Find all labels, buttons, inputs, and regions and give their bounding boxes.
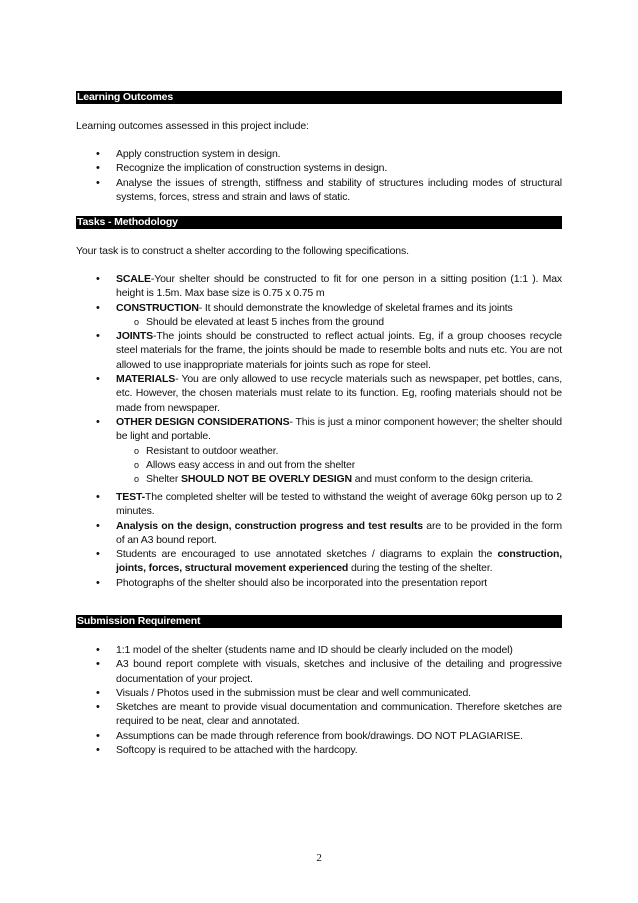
analysis-text: are to be provided in the form of an A3 bound report. bbox=[116, 519, 562, 546]
joints-text: -The joints should be constructed to reflect actual joints. Eg, if a group chooses recycle steel materials for the frame, the joints should be made to resemble bolts and nuts etc. You are not allowed to use inappropriate materials for joints such as rope for steel. bbox=[116, 330, 562, 371]
scale-label: SCALE bbox=[116, 273, 151, 285]
submission-heading-bar bbox=[76, 615, 562, 628]
test-label: TEST- bbox=[116, 491, 146, 503]
sub-item-text: and must conform to the design criteria. bbox=[351, 473, 534, 486]
construction-text: - It should demonstrate the knowledge of skeletal frames and its joints bbox=[198, 301, 513, 314]
list-item-test bbox=[76, 490, 562, 519]
page-number: 2 bbox=[316, 852, 322, 864]
learning-outcomes-heading: Learning Outcomes bbox=[76, 91, 562, 104]
students-pre: Students are encouraged to use annotated sketches / diagrams to explain the bbox=[116, 548, 498, 561]
list-item: • Softcopy is required to be attached with the hardcopy. bbox=[76, 743, 562, 757]
students-bold: construction, joints, forces, structural movement experienced bbox=[116, 548, 562, 575]
sub-item-bold: SHOULD NOT BE OVERLY DESIGN bbox=[181, 473, 352, 486]
tasks-report-list bbox=[76, 490, 562, 590]
analysis-bold: Analysis on the design, construction progress and test results bbox=[116, 519, 423, 532]
other-text: - This is just a minor component however; the shelter should be light and portable. bbox=[116, 415, 562, 443]
learning-outcomes-intro: Learning outcomes assessed in this project include: bbox=[76, 120, 309, 132]
list-item-analysis bbox=[76, 519, 562, 548]
list-item: • Assumptions can be made through reference from book/drawings. DO NOT PLAGIARISE. bbox=[76, 729, 562, 743]
learning-outcomes-list bbox=[76, 147, 562, 204]
sub-item: o Resistant to outdoor weather. bbox=[76, 444, 562, 458]
list-item: • Sketches are meant to provide visual documentation and communication. Therefore sketches are required to be neat, clear and annotated. bbox=[76, 700, 562, 729]
other-label: OTHER DESIGN CONSIDERATIONS bbox=[116, 415, 290, 428]
students-post: during the testing of the shelter. bbox=[348, 562, 493, 575]
list-item: • 1:1 model of the shelter (students name and ID should be clearly included on the model) bbox=[76, 643, 562, 657]
submission-list bbox=[76, 643, 562, 757]
list-item-construction bbox=[76, 301, 562, 315]
list-item-joints bbox=[76, 329, 562, 372]
list-item: • A3 bound report complete with visuals, sketches and inclusive of the detailing and progressive documentation of your project. bbox=[76, 657, 562, 686]
joints-label: JOINTS bbox=[116, 330, 154, 343]
tasks-spec-list bbox=[76, 272, 562, 486]
list-item-other bbox=[76, 415, 562, 444]
tasks-intro: Your task is to construct a shelter according to the following specifications. bbox=[76, 245, 409, 257]
materials-text: - You are only allowed to use recycle materials such as newspaper, pet bottles, cans, etc. However, the chosen materials must relate to its function. Eg, roofing materials should not be made from newspaper. bbox=[116, 373, 562, 414]
scale-text: -Your shelter should be constructed to fit for one person in a sitting position (1:1 ). Max height is 1.5m. Max base size is 0.75 x 0.75 m bbox=[116, 273, 562, 300]
materials-label: MATERIALS bbox=[116, 373, 176, 386]
submission-heading: Submission Requirement bbox=[76, 615, 562, 628]
list-item-students bbox=[76, 547, 562, 576]
test-text: The completed shelter will be tested to withstand the weight of average 60kg person up to 2 minutes. bbox=[116, 491, 562, 518]
list-item: • Visuals / Photos used in the submission must be clear and well communicated. bbox=[76, 686, 562, 700]
sub-item-text: Shelter bbox=[146, 473, 181, 486]
sub-item: o Should be elevated at least 5 inches from the ground bbox=[76, 315, 562, 329]
list-item: • Recognize the implication of construction systems in design. bbox=[76, 161, 562, 175]
list-item-photos: • Photographs of the shelter should also be incorporated into the presentation report bbox=[76, 576, 562, 590]
list-item-scale bbox=[76, 272, 562, 301]
construction-label: CONSTRUCTION bbox=[116, 301, 199, 314]
tasks-heading: Tasks - Methodology bbox=[76, 216, 562, 229]
list-item-materials bbox=[76, 372, 562, 415]
sub-item bbox=[76, 472, 562, 486]
list-item: • Apply construction system in design. bbox=[76, 147, 562, 161]
learning-outcomes-heading-bar bbox=[76, 91, 562, 104]
list-item: • Analyse the issues of strength, stiffness and stability of structures including modes of structural systems, forces, stress and strain and laws of static. bbox=[76, 176, 562, 205]
tasks-heading-bar bbox=[76, 216, 562, 229]
sub-item: o Allows easy access in and out from the shelter bbox=[76, 458, 562, 472]
